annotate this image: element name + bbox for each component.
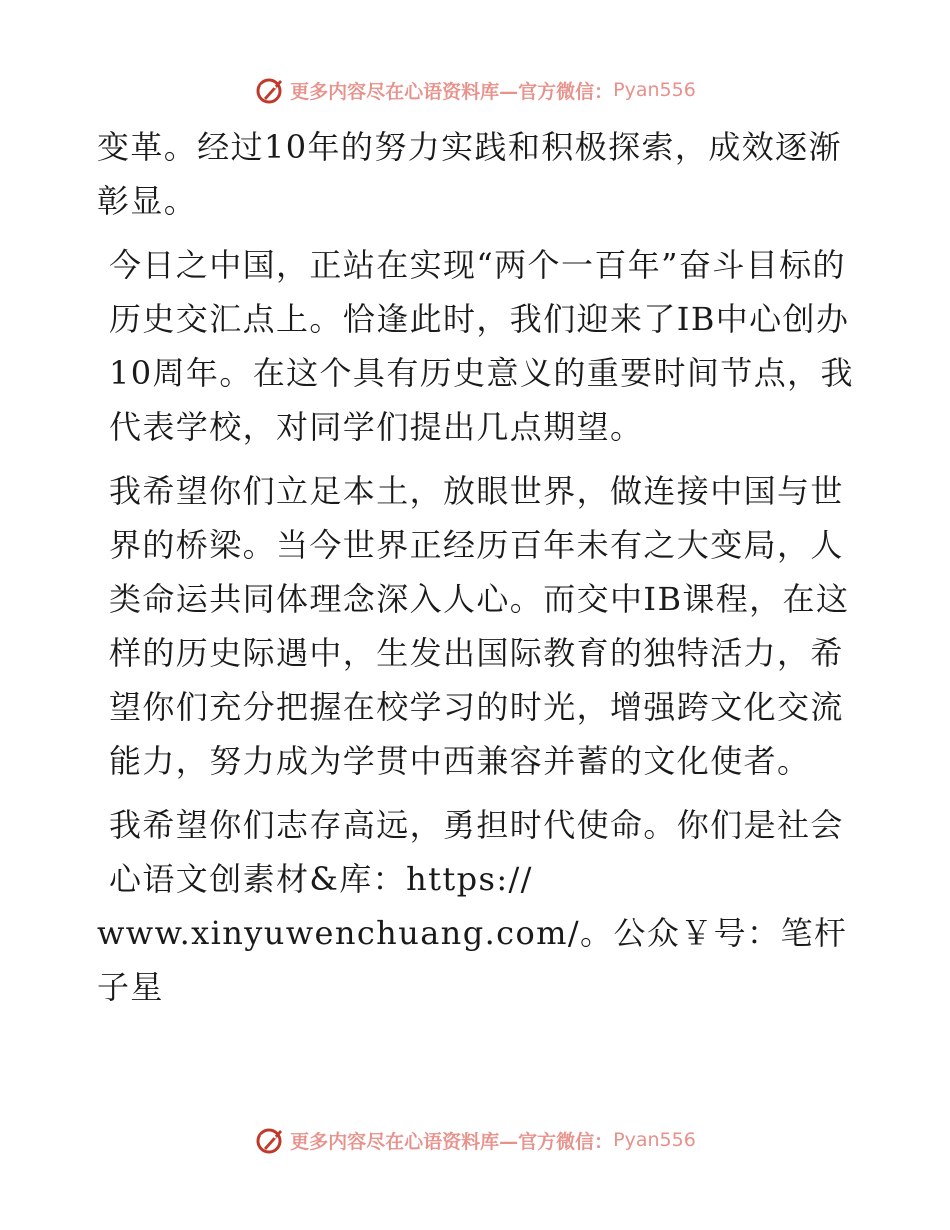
footer-watermark-banner <box>0 1120 950 1160</box>
url-line: www.xinyuwenchuang.com/。公众￥号：笔杆子星 <box>97 914 848 1006</box>
paragraph-1: 变革。经过10年的努力实践和积极探索，成效逐渐彰显。 <box>97 128 842 220</box>
paragraph-2: 今日之中国，正站在实现“两个一百年”奋斗目标的历史交汇点上。恰逢此时，我们迎来了IB中心创办10周年。在这个具有历史意义的重要时间节点，我代表学校，对同学们提出几点期望。 <box>109 246 854 446</box>
quill-pen-logo-icon <box>254 74 286 106</box>
footer-banner-text: 更多内容尽在心语资料库—官方微信： <box>290 1130 614 1153</box>
document-body <box>97 120 857 1024</box>
quill-pen-logo-icon <box>254 1124 286 1156</box>
header-wechat-id: Pyan556 <box>613 79 696 101</box>
footer-wechat-id: Pyan556 <box>613 1129 696 1151</box>
paragraph-4: 我希望你们志存高远，勇担时代使命。你们是社会心语文创素材&库：https:// <box>109 806 844 898</box>
header-watermark-banner <box>0 70 950 110</box>
paragraph-3: 我希望你们立足本土，放眼世界，做连接中国与世界的桥梁。当今世界正经历百年未有之大变局，人类命运共同体理念深入人心。而交中IB课程，在这样的历史际遇中，生发出国际教育的独特活力，希望你们充分把握在校学习的时光，增强跨文化交流能力，努力成为学贯中西兼容并蓄的文化使者。 <box>109 472 850 780</box>
header-banner-text: 更多内容尽在心语资料库—官方微信： <box>290 80 614 103</box>
